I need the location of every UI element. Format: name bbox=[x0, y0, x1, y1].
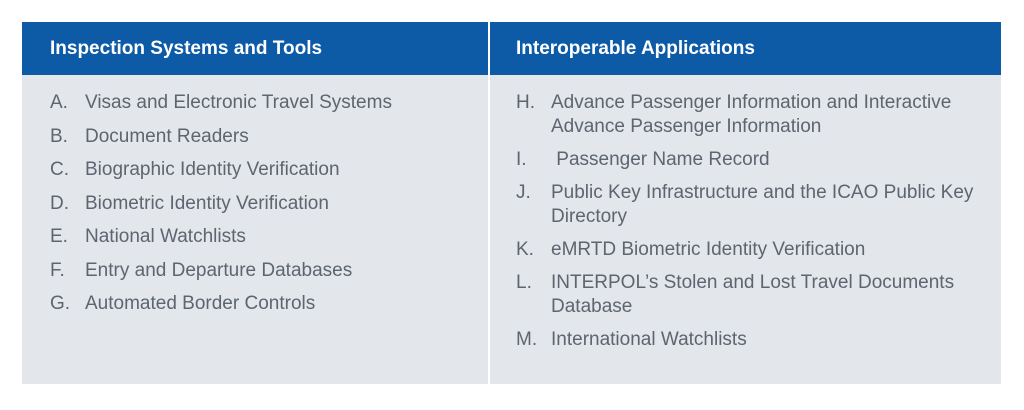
left-column bbox=[22, 22, 488, 384]
item-letter: M. bbox=[516, 329, 538, 350]
item-text: National Watchlists bbox=[85, 226, 246, 247]
item-letter: C. bbox=[50, 159, 69, 180]
right-column bbox=[490, 22, 1001, 384]
list-item bbox=[516, 271, 991, 319]
item-letter: H. bbox=[516, 92, 535, 113]
item-text: eMRTD Biometric Identity Verification bbox=[551, 239, 866, 260]
item-letter: L. bbox=[516, 272, 532, 293]
list-item bbox=[50, 158, 478, 182]
left-column-header: Inspection Systems and Tools bbox=[22, 22, 488, 75]
list-item bbox=[516, 148, 991, 172]
right-column-list bbox=[516, 91, 991, 361]
right-column-header: Interoperable Applications bbox=[490, 22, 1001, 75]
item-text: International Watchlists bbox=[551, 329, 747, 350]
list-item bbox=[50, 125, 478, 149]
item-text: Passenger Name Record bbox=[551, 149, 770, 170]
item-letter: G. bbox=[50, 293, 71, 314]
item-letter: A. bbox=[50, 92, 68, 113]
item-text: Public Key Infrastructure and the ICAO Public Key Directory bbox=[551, 182, 974, 227]
list-item bbox=[516, 328, 991, 352]
item-letter: F. bbox=[50, 259, 65, 281]
list-item bbox=[50, 192, 478, 216]
item-text: INTERPOL’s Stolen and Lost Travel Documents Database bbox=[551, 272, 955, 317]
content-table bbox=[22, 22, 1001, 384]
left-column-list bbox=[50, 91, 478, 326]
list-item bbox=[50, 91, 478, 115]
item-letter: D. bbox=[50, 192, 69, 214]
item-letter: K. bbox=[516, 239, 534, 260]
list-item bbox=[50, 292, 478, 316]
item-text: Visas and Electronic Travel Systems bbox=[85, 92, 392, 113]
item-text: Document Readers bbox=[85, 125, 249, 147]
list-item bbox=[516, 238, 991, 262]
item-text: Entry and Departure Databases bbox=[85, 259, 353, 281]
item-letter: I. bbox=[516, 149, 527, 170]
item-letter: B. bbox=[50, 125, 68, 147]
item-text: Advance Passenger Information and Interactive Advance Passenger Information bbox=[551, 92, 952, 137]
list-item bbox=[50, 259, 478, 283]
item-text: Biographic Identity Verification bbox=[85, 159, 340, 180]
item-text: Automated Border Controls bbox=[85, 293, 316, 314]
list-item bbox=[516, 91, 991, 139]
item-letter: E. bbox=[50, 226, 68, 247]
item-letter: J. bbox=[516, 182, 531, 203]
list-item bbox=[50, 225, 478, 249]
list-item bbox=[516, 181, 991, 229]
item-text: Biometric Identity Verification bbox=[85, 192, 329, 214]
